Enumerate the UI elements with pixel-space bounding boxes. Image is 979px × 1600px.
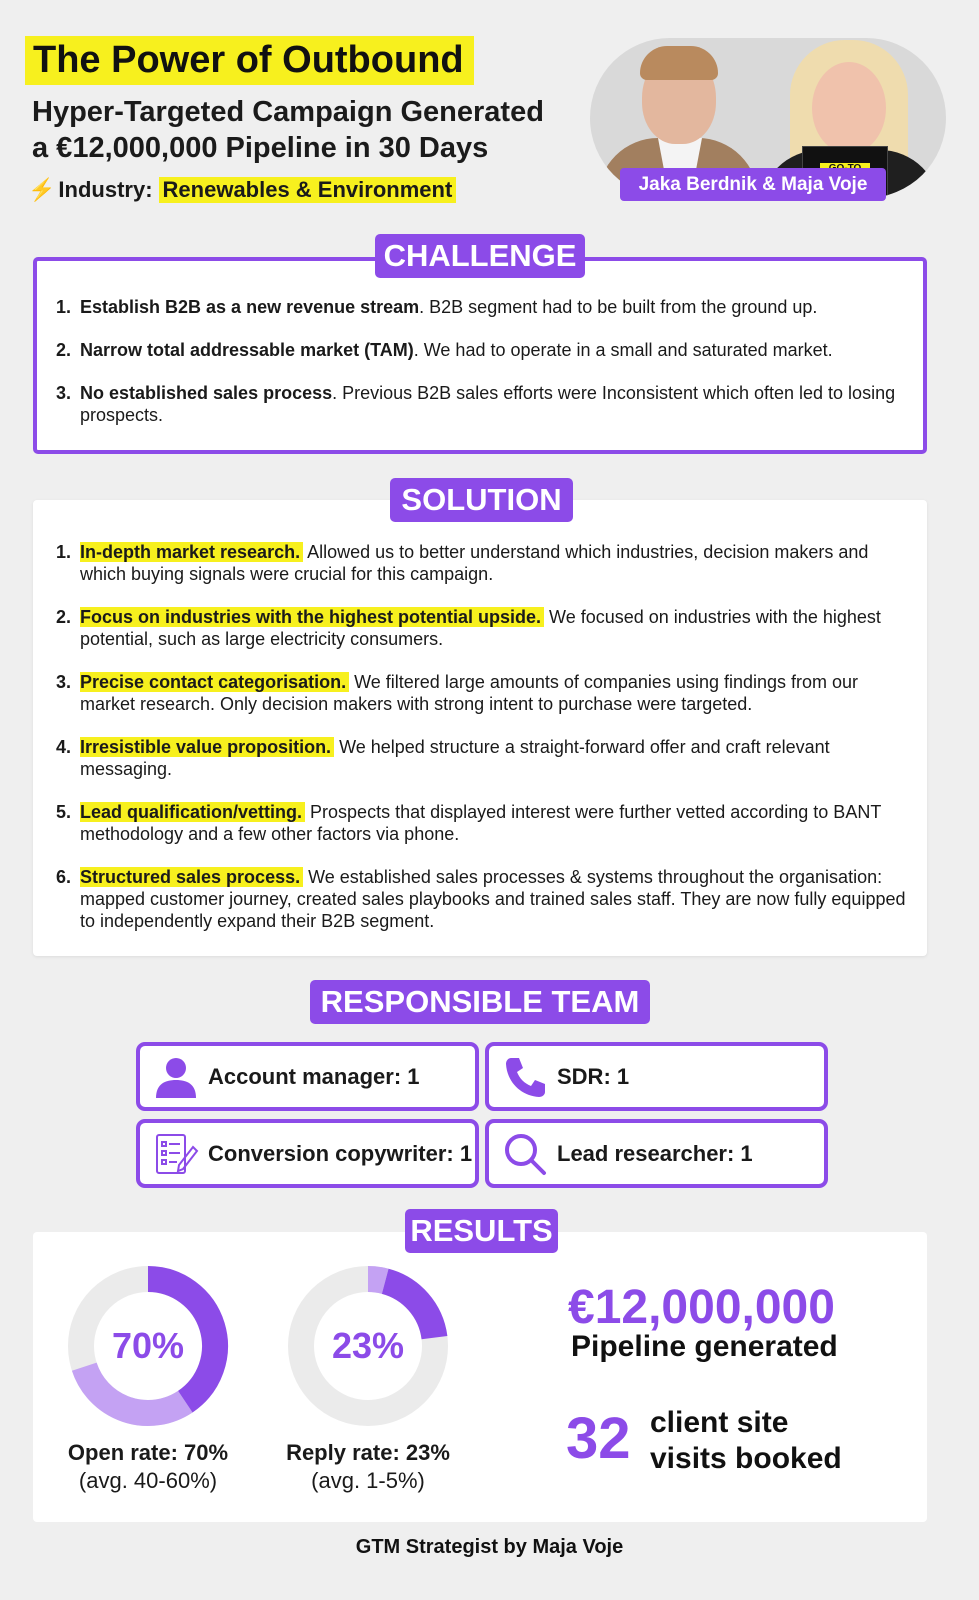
team-card-sdr xyxy=(485,1042,828,1111)
item-highlight: Structured sales process. xyxy=(80,867,303,887)
visits-count: 32 xyxy=(566,1406,631,1471)
team-member-label: SDR: 1 xyxy=(557,1063,630,1089)
reply-rate-avg: (avg. 1-5%) xyxy=(311,1468,425,1493)
phone-icon xyxy=(497,1049,553,1105)
item-highlight: Irresistible value proposition. xyxy=(80,737,334,757)
challenge-list xyxy=(56,296,906,426)
industry-line xyxy=(28,177,456,203)
open-rate-caption: Open rate: 70% xyxy=(67,1440,229,1465)
solution-item xyxy=(56,541,906,585)
challenge-item xyxy=(56,296,906,318)
challenge-item xyxy=(56,339,906,361)
author-2-face xyxy=(812,62,886,154)
item-text: . Previous B2B sales efforts were Inconsistent which often led to losing prospects. xyxy=(80,383,896,425)
item-highlight: Focus on industries with the highest potential upside. xyxy=(80,607,544,627)
item-highlight: In-depth market research. xyxy=(80,542,303,562)
item-text: We established sales processes & systems throughout the organisation: mapped customer journey, created sales playbooks and trained sales staff. They are now fully equipped to independently expand their B2B segment. xyxy=(80,867,906,931)
item-text: . We had to operate in a small and saturated market. xyxy=(413,340,833,360)
open-rate-avg: (avg. 40-60%) xyxy=(78,1468,218,1493)
solution-item xyxy=(56,671,906,715)
results-heading: RESULTS xyxy=(405,1209,558,1253)
challenge-item xyxy=(56,382,906,426)
page-subtitle xyxy=(32,94,592,167)
item-number: 2. xyxy=(56,607,72,627)
item-highlight: Lead qualification/vetting. xyxy=(80,802,305,822)
visits-line-1: client site xyxy=(650,1406,789,1439)
team-member-label: Lead researcher: 1 xyxy=(557,1140,753,1166)
open-rate-percent: 70% xyxy=(111,1325,185,1366)
page-title: The Power of Outbound xyxy=(25,36,474,85)
item-text: Prospects that displayed interest were further vetted according to BANT methodology and a few other factors via phone. xyxy=(80,802,881,844)
item-number: 3. xyxy=(56,672,72,692)
reply-rate-arc-light xyxy=(368,1279,385,1281)
lightning-icon: ⚡ xyxy=(28,177,56,202)
solution-item xyxy=(56,606,906,650)
solution-item xyxy=(56,736,906,780)
item-number: 1. xyxy=(56,297,72,317)
solution-heading: SOLUTION xyxy=(390,478,573,522)
team-heading: RESPONSIBLE TEAM xyxy=(310,980,650,1024)
person-icon xyxy=(148,1049,204,1105)
item-text: Allowed us to better understand which industries, decision makers and which buying signals were crucial for this campaign. xyxy=(80,542,869,584)
challenge-heading: CHALLENGE xyxy=(375,234,585,278)
item-text: We helped structure a straight-forward offer and craft relevant messaging. xyxy=(80,737,830,779)
team-member-label: Conversion copywriter: 1 xyxy=(208,1140,473,1166)
item-bold: No established sales process xyxy=(80,383,333,403)
authors-name-badge: Jaka Berdnik & Maja Voje xyxy=(620,168,886,201)
document-pen-icon xyxy=(148,1126,204,1182)
item-bold: Narrow total addressable market (TAM) xyxy=(80,340,414,360)
item-text: . B2B segment had to be built from the ground up. xyxy=(419,297,818,317)
pipeline-label: Pipeline generated xyxy=(571,1330,838,1363)
magnifier-icon xyxy=(497,1126,553,1182)
footer-credit: GTM Strategist by Maja Voje xyxy=(355,1536,624,1558)
item-highlight: Precise contact categorisation. xyxy=(80,672,349,692)
solution-list xyxy=(56,541,906,932)
item-number: 5. xyxy=(56,802,72,822)
industry-label: Industry: xyxy=(58,177,153,202)
open-rate-arc-light xyxy=(84,1367,185,1413)
team-card-lead-researcher xyxy=(485,1119,828,1188)
item-number: 3. xyxy=(56,383,72,403)
item-number: 2. xyxy=(56,340,72,360)
item-text: We filtered large amounts of companies using findings from our market research. Only decision makers with strong intent to purchase were targeted. xyxy=(80,672,859,714)
subtitle-line-2: a €12,000,000 Pipeline in 30 Days xyxy=(32,132,489,165)
item-bold: Establish B2B as a new revenue stream xyxy=(80,297,420,317)
item-number: 4. xyxy=(56,737,72,757)
solution-item xyxy=(56,866,906,932)
solution-item xyxy=(56,801,906,845)
reply-rate-caption: Reply rate: 23% xyxy=(286,1440,450,1465)
item-number: 6. xyxy=(56,867,72,887)
team-member-label: Account manager: 1 xyxy=(208,1063,420,1089)
item-number: 1. xyxy=(56,542,72,562)
visits-line-2: visits booked xyxy=(650,1442,842,1475)
industry-value: Renewables & Environment xyxy=(159,177,457,203)
subtitle-line-1: Hyper-Targeted Campaign Generated xyxy=(32,96,544,128)
author-1-hair xyxy=(640,46,718,80)
pipeline-value: €12,000,000 xyxy=(568,1281,835,1334)
team-card-account-manager xyxy=(136,1042,479,1111)
item-text: We focused on industries with the highest potential, such as large electricity consumers. xyxy=(80,607,881,649)
reply-rate-percent: 23% xyxy=(331,1325,405,1366)
open-rate-caption-block xyxy=(38,1439,258,1495)
team-card-copywriter xyxy=(136,1119,479,1188)
visits-label xyxy=(650,1405,842,1477)
reply-rate-caption-block xyxy=(258,1439,478,1495)
